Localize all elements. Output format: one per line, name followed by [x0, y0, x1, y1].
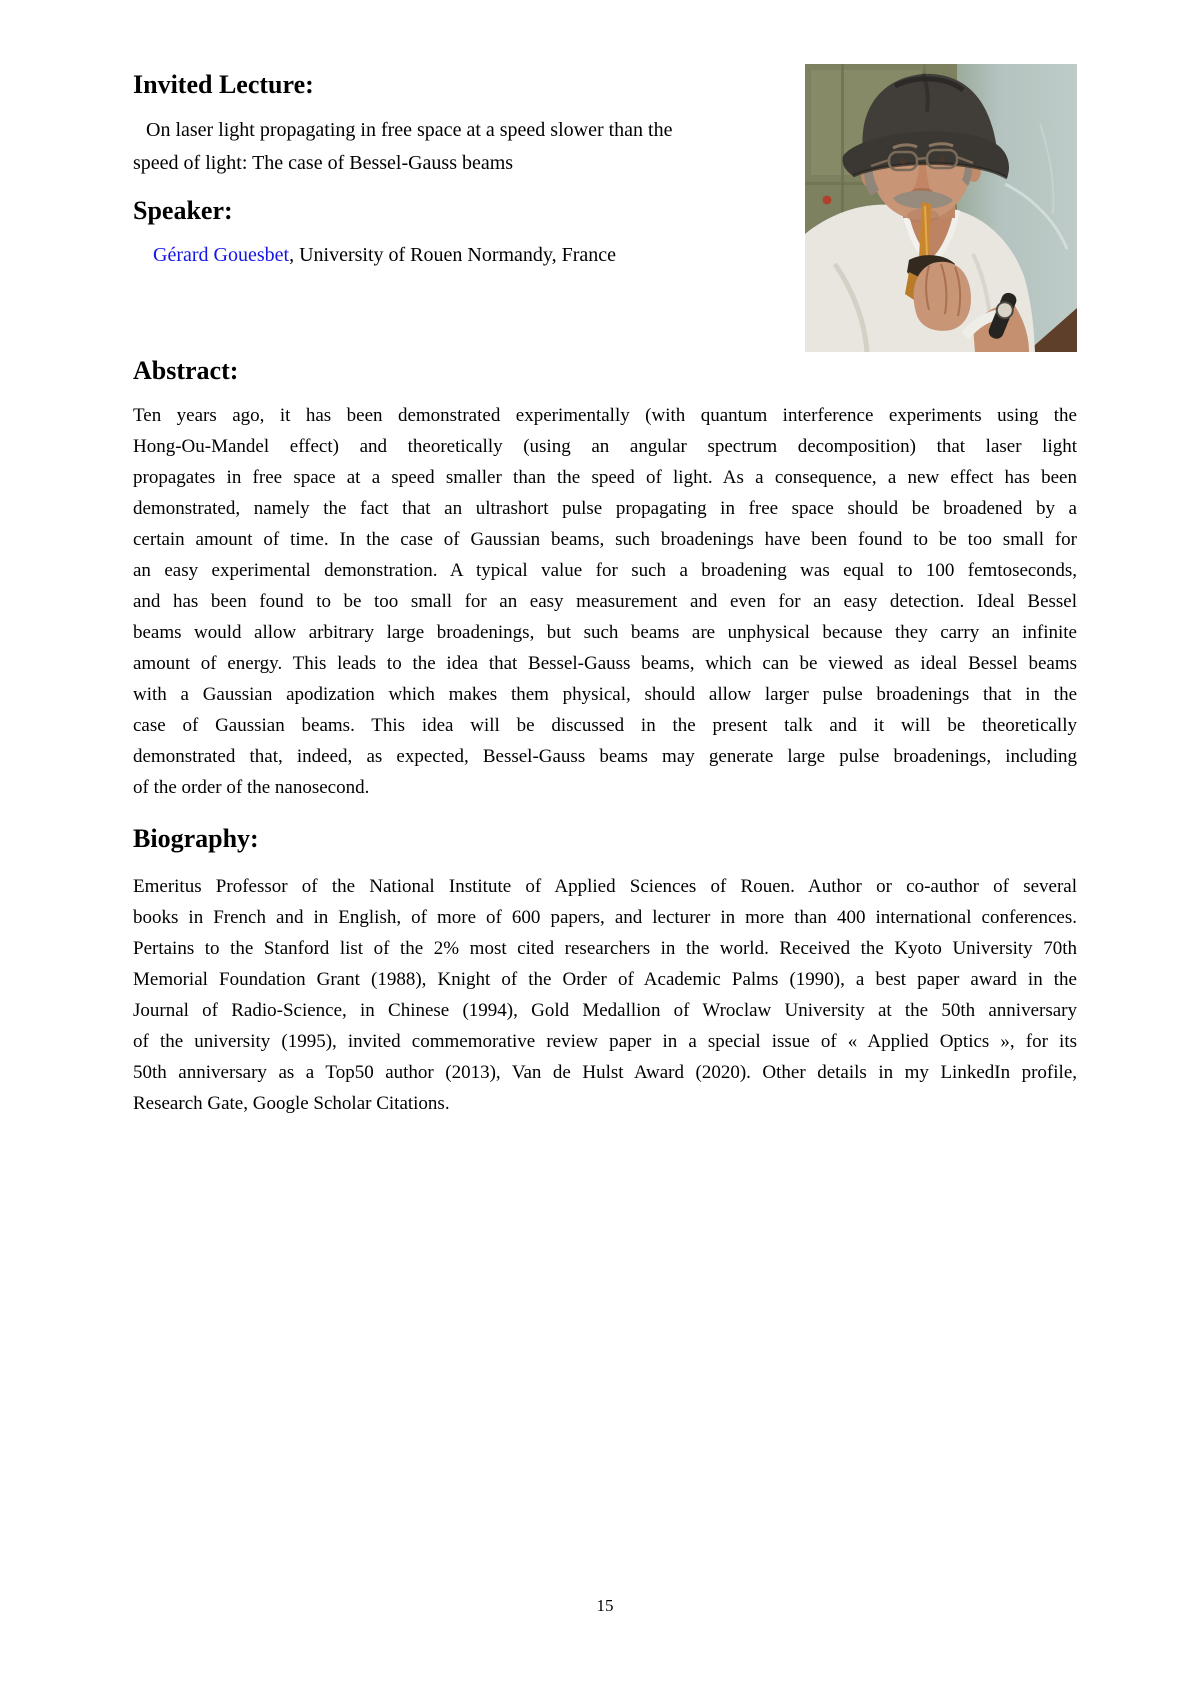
text-line: of the university (1995), invited commemorative review paper in a special issue of « Applied Optics », for its [133, 1031, 1077, 1052]
abstract-heading: Abstract: [133, 356, 239, 385]
text-line: case of Gaussian beams. This idea will be discussed in the present talk and it will be theoretically [133, 715, 1077, 736]
text-line: an easy experimental demonstration. A typical value for such a broadening was equal to 100 femtoseconds, [133, 560, 1077, 581]
abstract-text [133, 400, 1077, 803]
page-number: 15 [596, 1596, 614, 1615]
text-line: with a Gaussian apodization which makes them physical, should allow larger pulse broadenings that in the [133, 684, 1077, 705]
speaker-line [133, 244, 616, 267]
text-line: 50th anniversary as a Top50 author (2013), Van de Hulst Award (2020). Other details in my LinkedIn profile, [133, 1062, 1077, 1083]
speaker-affiliation: , University of Rouen Normandy, France [289, 244, 617, 266]
text-line: Hong-Ou-Mandel effect) and theoretically (using an angular spectrum decomposition) that laser light [133, 436, 1077, 457]
speaker-heading: Speaker: [133, 196, 233, 225]
text-line: Memorial Foundation Grant (1988), Knight of the Order of Academic Palms (1990), a best paper award in the [133, 969, 1077, 990]
lecture-title [133, 114, 773, 180]
text-line: demonstrated, namely the fact that an ultrashort pulse propagating in free space should be broadened by a [133, 498, 1077, 519]
text-line: Ten years ago, it has been demonstrated experimentally (with quantum interference experiments using the [133, 405, 1077, 426]
biography-heading: Biography: [133, 824, 259, 853]
text-line: beams would allow arbitrary large broadenings, but such beams are unphysical because they carry an infinite [133, 622, 1077, 643]
text-line: of the order of the nanosecond. [133, 777, 370, 798]
speaker-portrait-photo [805, 64, 1077, 352]
text-line: Emeritus Professor of the National Institute of Applied Sciences of Rouen. Author or co-author of several [133, 876, 1077, 897]
biography-text [133, 871, 1077, 1119]
text-line: On laser light propagating in free space at a speed slower than the [146, 119, 673, 141]
speaker-portrait-illustration [805, 64, 1077, 352]
text-line: propagates in free space at a speed smaller than the speed of light. As a consequence, a new effect has been [133, 467, 1077, 488]
text-line: and has been found to be too small for an easy measurement and even for an easy detection. Ideal Bessel [133, 591, 1077, 612]
text-line: certain amount of time. In the case of Gaussian beams, such broadenings have been found to be too small for [133, 529, 1077, 550]
text-line: Pertains to the Stanford list of the 2% most cited researchers in the world. Received the Kyoto University 70th [133, 938, 1077, 959]
text-line: amount of energy. This leads to the idea that Bessel-Gauss beams, which can be viewed as ideal Bessel beams [133, 653, 1077, 674]
text-line: Research Gate, Google Scholar Citations. [133, 1093, 450, 1114]
invited-lecture-heading: Invited Lecture: [133, 70, 314, 99]
text-line: books in French and in English, of more of 600 papers, and lecturer in more than 400 international conferences. [133, 907, 1077, 928]
text-line: Journal of Radio-Science, in Chinese (1994), Gold Medallion of Wroclaw University at the 50th anniversary [133, 1000, 1077, 1021]
text-line: demonstrated that, indeed, as expected, Bessel-Gauss beams may generate large pulse broadenings, including [133, 746, 1077, 767]
text-line: speed of light: The case of Bessel-Gauss beams [133, 152, 514, 174]
speaker-link[interactable]: Gérard Gouesbet [153, 244, 290, 266]
